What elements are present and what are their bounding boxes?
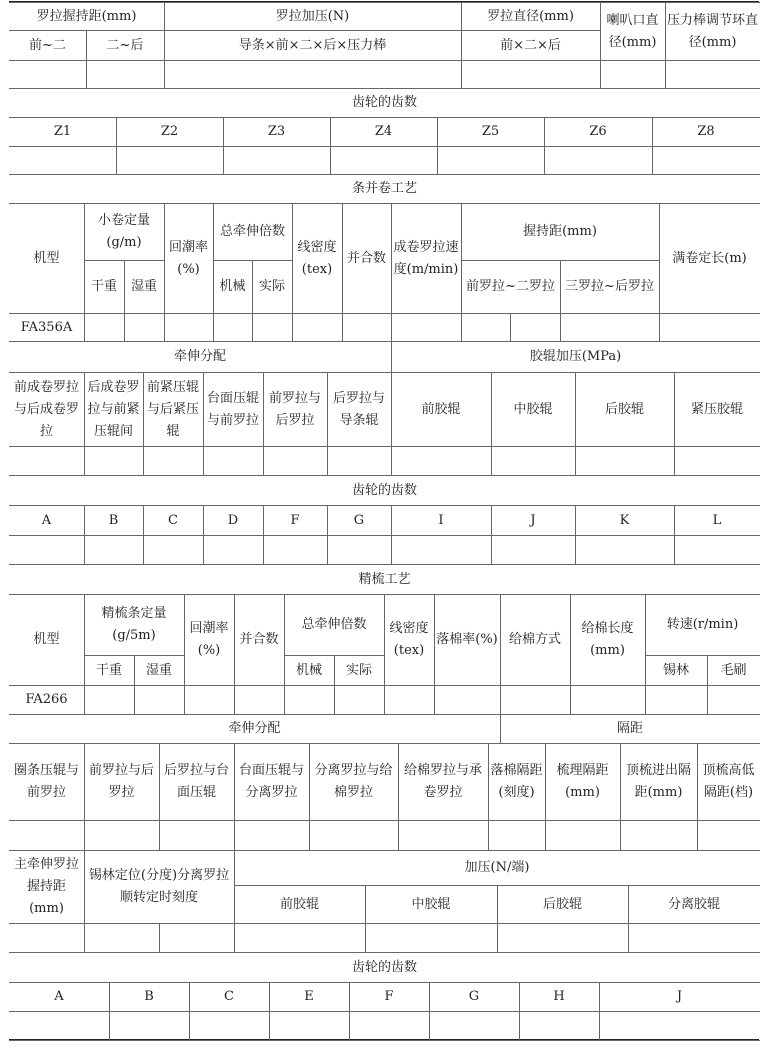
data-cell[interactable] xyxy=(600,60,666,89)
cell-text: 回潮率(%) xyxy=(168,239,208,277)
data-cell[interactable] xyxy=(234,820,310,851)
header-cell xyxy=(164,203,214,314)
section-title xyxy=(9,952,760,983)
header-cell xyxy=(213,203,293,261)
cell-text: 前罗拉与后罗拉 xyxy=(268,390,321,428)
cell-text: 梳理隔距(mm) xyxy=(556,763,609,800)
data-cell[interactable] xyxy=(9,820,85,851)
cell-text: 握持距(mm) xyxy=(523,224,597,239)
cell-text: FA266 xyxy=(25,692,68,707)
cell-text: 条并卷工艺 xyxy=(351,181,417,196)
header-cell xyxy=(263,372,328,447)
data-cell[interactable] xyxy=(234,685,285,715)
gear-label xyxy=(491,505,576,536)
gear-label xyxy=(9,117,117,147)
gear-label xyxy=(349,982,430,1012)
header-cell xyxy=(497,885,629,924)
data-cell[interactable] xyxy=(645,685,708,715)
data-cell[interactable] xyxy=(309,820,399,851)
gear-label xyxy=(544,117,653,147)
cell-text: 总牵伸倍数 xyxy=(219,224,285,239)
data-cell[interactable] xyxy=(391,535,492,565)
data-cell[interactable] xyxy=(500,685,571,715)
data-cell[interactable] xyxy=(109,1011,190,1041)
gear-label xyxy=(391,505,492,536)
section-title xyxy=(9,88,760,118)
header-cell xyxy=(707,655,760,686)
data-cell[interactable] xyxy=(159,820,235,851)
header-cell xyxy=(461,260,561,314)
data-cell[interactable] xyxy=(292,313,343,342)
cell-text: J xyxy=(676,989,683,1004)
cell-text: 给棉方式 xyxy=(508,632,561,647)
header-cell xyxy=(600,2,666,61)
data-cell[interactable] xyxy=(327,535,392,565)
cell-text: 实际 xyxy=(345,662,372,678)
group-title xyxy=(9,341,392,373)
data-cell[interactable] xyxy=(164,313,214,342)
header-cell xyxy=(143,372,204,447)
header-cell xyxy=(292,203,343,314)
header-cell xyxy=(434,594,501,686)
header-cell xyxy=(384,594,435,686)
gear-label xyxy=(429,982,520,1012)
data-cell[interactable] xyxy=(570,685,646,715)
gear-label xyxy=(84,505,144,536)
header-cell xyxy=(391,372,492,447)
header-cell xyxy=(391,203,462,314)
cell-text: 台面压辊与分离罗拉 xyxy=(238,763,304,800)
cell-text: Z6 xyxy=(589,124,607,139)
header-cell xyxy=(213,260,253,314)
data-cell[interactable] xyxy=(9,1011,110,1041)
data-cell[interactable] xyxy=(349,1011,430,1041)
cell-text: 毛刷 xyxy=(720,662,747,678)
data-cell[interactable] xyxy=(665,60,760,89)
section-title xyxy=(9,174,760,204)
cell-text: H xyxy=(553,989,565,1004)
header-cell xyxy=(398,743,489,821)
header-cell xyxy=(84,655,135,686)
group-title xyxy=(9,714,501,744)
cell-text: 回潮率(%) xyxy=(189,621,229,658)
cell-text: 机械 xyxy=(295,662,322,678)
cell-text: 后罗拉与导条辊 xyxy=(332,390,385,428)
header-cell xyxy=(284,655,335,686)
cell-text: 小卷定量(g/m) xyxy=(97,213,150,250)
header-cell xyxy=(334,655,385,686)
gear-label xyxy=(269,982,350,1012)
group-title xyxy=(500,714,760,744)
cell-text: 胶辊加压(MPa) xyxy=(529,349,622,364)
gear-label xyxy=(437,117,545,147)
cell-text: 并合数 xyxy=(346,250,386,266)
cell-text: FA356A xyxy=(20,319,73,335)
header-cell xyxy=(491,372,576,447)
cell-text: K xyxy=(619,512,630,528)
data-cell[interactable] xyxy=(9,446,85,476)
data-cell[interactable] xyxy=(365,923,498,953)
data-cell[interactable] xyxy=(84,535,144,565)
data-cell[interactable] xyxy=(488,820,546,851)
data-cell[interactable] xyxy=(84,446,144,476)
cell-text: 线密度(tex) xyxy=(297,239,337,277)
header-cell xyxy=(9,30,87,61)
cell-text: Z3 xyxy=(267,124,286,139)
data-cell[interactable] xyxy=(342,313,392,342)
header-cell xyxy=(488,743,546,821)
data-cell[interactable] xyxy=(203,446,264,476)
cell-text: 湿重 xyxy=(145,662,172,678)
model-cell xyxy=(9,313,85,342)
data-cell[interactable] xyxy=(652,146,760,175)
cell-text: 三罗拉~后罗拉 xyxy=(565,279,654,294)
header-cell xyxy=(342,203,392,314)
data-cell[interactable] xyxy=(189,1011,270,1041)
group-title xyxy=(391,341,760,373)
data-cell[interactable] xyxy=(560,313,660,342)
header-cell xyxy=(645,594,760,656)
data-cell[interactable] xyxy=(461,60,601,89)
header-cell xyxy=(159,743,235,821)
header-cell xyxy=(9,203,85,314)
cell-text: I xyxy=(438,512,444,528)
data-cell[interactable] xyxy=(437,146,545,175)
section-title xyxy=(9,564,760,595)
data-cell[interactable] xyxy=(398,820,489,851)
gear-label xyxy=(519,982,600,1012)
data-cell[interactable] xyxy=(575,446,675,476)
cell-text: 后罗拉与台面压辊 xyxy=(163,763,229,800)
data-cell[interactable] xyxy=(330,146,438,175)
cell-text: 总牵伸倍数 xyxy=(301,617,367,632)
cell-text: J xyxy=(530,512,536,528)
data-cell[interactable] xyxy=(124,313,165,342)
cell-text: 后胶辊 xyxy=(604,401,644,417)
header-cell xyxy=(84,594,185,656)
cell-text: 前×二×后 xyxy=(500,37,561,53)
header-cell xyxy=(365,885,498,924)
cell-text: 主牵伸罗拉握持距(mm) xyxy=(13,857,79,916)
data-cell[interactable] xyxy=(223,146,331,175)
cell-text: 中胶辊 xyxy=(513,401,553,417)
cell-text: 落棉隔距(刻度) xyxy=(490,763,543,800)
header-cell xyxy=(84,743,160,821)
header-cell xyxy=(461,203,660,261)
cell-text: 压力棒调节环直径(mm) xyxy=(667,12,759,50)
cell-text: 实际 xyxy=(258,279,285,294)
header-cell xyxy=(461,30,601,61)
cell-text: 精梳工艺 xyxy=(358,571,411,587)
data-cell[interactable] xyxy=(134,685,185,715)
data-cell[interactable] xyxy=(697,820,760,851)
cell-text: D xyxy=(227,512,239,528)
cell-text: B xyxy=(108,512,119,528)
data-cell[interactable] xyxy=(252,313,293,342)
header-cell xyxy=(645,655,708,686)
data-cell[interactable] xyxy=(491,446,576,476)
header-cell xyxy=(560,260,660,314)
data-cell[interactable] xyxy=(519,1011,600,1041)
gear-label xyxy=(652,117,760,147)
data-cell[interactable] xyxy=(674,446,760,476)
data-cell[interactable] xyxy=(384,685,435,715)
cell-text: 后成卷罗拉与前紧压辊间 xyxy=(87,379,140,439)
cell-text: 顶梳高低隔距(档) xyxy=(702,763,755,800)
cell-text: 前胶辊 xyxy=(279,896,319,912)
data-cell[interactable] xyxy=(84,685,135,715)
cell-text: 前罗拉与后罗拉 xyxy=(88,763,154,800)
header-cell xyxy=(620,743,698,821)
data-cell[interactable] xyxy=(575,535,675,565)
data-cell[interactable] xyxy=(213,313,253,342)
cell-text: F xyxy=(290,512,300,528)
cell-text: 圈条压辊与前罗拉 xyxy=(13,763,79,800)
data-cell[interactable] xyxy=(391,313,462,342)
header-cell xyxy=(84,372,144,447)
data-cell[interactable] xyxy=(497,923,629,953)
cell-text: 二~后 xyxy=(106,37,144,53)
cell-text: 加压(N/端) xyxy=(464,860,530,875)
section-title xyxy=(9,475,760,506)
cell-text: Z8 xyxy=(697,124,715,139)
cell-text: 后胶辊 xyxy=(542,896,582,912)
cell-text: 罗拉直径(mm) xyxy=(487,8,574,24)
cell-text: 罗拉握持距(mm) xyxy=(36,8,137,24)
cell-text: 顶梳进出隔距(mm) xyxy=(625,763,691,800)
data-cell[interactable] xyxy=(269,1011,350,1041)
gear-label xyxy=(203,505,264,536)
data-cell[interactable] xyxy=(234,923,366,953)
gear-label xyxy=(109,982,190,1012)
data-cell[interactable] xyxy=(628,923,760,953)
header-cell xyxy=(674,372,760,447)
gear-label xyxy=(9,982,110,1012)
header-cell xyxy=(9,594,85,686)
header-cell xyxy=(134,655,185,686)
cell-text: 满卷定长(m) xyxy=(672,250,747,266)
cell-text: G xyxy=(353,512,365,528)
cell-text: A xyxy=(54,989,64,1004)
gear-label xyxy=(330,117,438,147)
header-cell xyxy=(9,372,85,447)
cell-text: 锡林 xyxy=(662,662,689,678)
cell-text: 落棉率(%) xyxy=(436,632,498,647)
data-cell[interactable] xyxy=(184,685,235,715)
data-cell[interactable] xyxy=(599,1011,760,1041)
cell-text: Z5 xyxy=(481,124,500,139)
cell-text: 给棉罗拉与承卷罗拉 xyxy=(403,763,482,800)
gear-label xyxy=(575,505,675,536)
data-cell[interactable] xyxy=(263,446,328,476)
model-cell xyxy=(9,685,85,715)
header-cell xyxy=(164,30,462,61)
header-cell xyxy=(659,203,760,314)
cell-text: 湿重 xyxy=(130,279,157,294)
cell-text: 前~二 xyxy=(29,37,66,53)
cell-text: L xyxy=(712,512,722,528)
cell-text: 隔距 xyxy=(616,721,643,736)
cell-text: 机械 xyxy=(219,279,246,294)
data-cell[interactable] xyxy=(9,60,87,89)
header-cell xyxy=(184,594,235,686)
data-cell[interactable] xyxy=(84,923,160,953)
cell-text: 前成卷罗拉与后成卷罗拉 xyxy=(13,379,79,439)
header-cell xyxy=(500,594,571,686)
data-cell[interactable] xyxy=(659,313,760,342)
gear-label xyxy=(263,505,328,536)
header-cell xyxy=(575,372,675,447)
header-cell xyxy=(628,885,760,924)
gear-label xyxy=(116,117,224,147)
cell-text: 干重 xyxy=(90,279,117,294)
cell-text: 罗拉加压(N) xyxy=(275,8,350,24)
data-cell[interactable] xyxy=(491,535,576,565)
cell-text: 牵伸分配 xyxy=(228,721,281,736)
data-cell[interactable] xyxy=(707,685,760,715)
cell-text: 并合数 xyxy=(239,632,279,647)
cell-text: C xyxy=(168,512,178,528)
cell-text: B xyxy=(144,989,154,1004)
data-cell[interactable] xyxy=(544,146,653,175)
gear-label xyxy=(9,505,85,536)
header-cell xyxy=(203,372,264,447)
gear-label xyxy=(223,117,331,147)
data-cell[interactable] xyxy=(159,923,235,953)
data-cell[interactable] xyxy=(545,820,621,851)
cell-text: 齿轮的齿数 xyxy=(351,959,417,975)
gear-label xyxy=(143,505,204,536)
header-cell xyxy=(234,885,366,924)
cell-text: Z1 xyxy=(53,124,72,139)
data-cell[interactable] xyxy=(9,535,85,565)
header-cell xyxy=(234,743,310,821)
data-cell[interactable] xyxy=(9,146,117,175)
header-cell xyxy=(234,850,760,886)
data-cell[interactable] xyxy=(84,313,125,342)
data-cell[interactable] xyxy=(263,535,328,565)
header-cell xyxy=(164,2,462,31)
cell-text: 前胶辊 xyxy=(421,401,461,417)
cell-text: E xyxy=(304,989,314,1004)
cell-text: Z2 xyxy=(160,124,179,139)
data-cell[interactable] xyxy=(84,820,160,851)
header-cell xyxy=(284,594,385,656)
header-cell xyxy=(327,372,392,447)
data-cell[interactable] xyxy=(510,313,561,342)
cell-text: 台面压辊与前罗拉 xyxy=(206,390,259,428)
header-cell xyxy=(124,260,165,314)
cell-text: 机型 xyxy=(33,250,60,266)
cell-text: 紧压胶辊 xyxy=(690,401,743,417)
data-cell[interactable] xyxy=(143,535,204,565)
header-cell xyxy=(234,594,285,686)
cell-text: 齿轮的齿数 xyxy=(351,95,417,110)
cell-text: 干重 xyxy=(95,662,122,678)
data-cell[interactable] xyxy=(434,685,501,715)
gear-label xyxy=(674,505,760,536)
cell-text: C xyxy=(224,989,234,1004)
cell-text: 牵伸分配 xyxy=(173,349,226,364)
cell-text: 前紧压辊与后紧压辊 xyxy=(146,379,199,439)
cell-text: 喇叭口直径(mm) xyxy=(606,12,659,50)
header-cell xyxy=(461,2,601,31)
cell-text: 机型 xyxy=(33,632,60,647)
cell-text: Z4 xyxy=(374,124,393,139)
header-cell xyxy=(252,260,293,314)
gear-label xyxy=(599,982,760,1012)
cell-text: 精梳条定量(g/5m) xyxy=(101,606,167,643)
header-cell xyxy=(697,743,760,821)
data-cell[interactable] xyxy=(164,60,462,89)
header-cell xyxy=(9,850,85,924)
cell-text: 中胶辊 xyxy=(411,896,451,912)
header-cell xyxy=(84,260,125,314)
cell-text: 导条×前×二×后×压力棒 xyxy=(238,37,387,53)
header-cell xyxy=(9,2,165,31)
data-cell[interactable] xyxy=(674,535,760,565)
cell-text: 齿轮的齿数 xyxy=(351,482,417,498)
data-cell[interactable] xyxy=(9,923,85,953)
data-cell[interactable] xyxy=(334,685,385,715)
cell-text: 分离胶辊 xyxy=(667,896,720,912)
gear-label xyxy=(327,505,392,536)
data-cell[interactable] xyxy=(284,685,335,715)
cell-text: 转速(r/min) xyxy=(666,617,739,632)
header-cell xyxy=(309,743,399,821)
header-cell xyxy=(84,850,235,924)
header-cell xyxy=(9,743,85,821)
cell-text: A xyxy=(41,512,52,528)
header-cell xyxy=(570,594,646,686)
cell-text: 分离罗拉与给棉罗拉 xyxy=(314,763,393,800)
header-cell xyxy=(84,203,165,261)
data-cell[interactable] xyxy=(461,313,511,342)
header-cell xyxy=(545,743,621,821)
data-cell[interactable] xyxy=(203,535,264,565)
gear-label xyxy=(189,982,270,1012)
cell-text: 成卷罗拉速度(m/min) xyxy=(393,239,459,277)
cell-text: 前罗拉~二罗拉 xyxy=(466,279,555,294)
cell-text: F xyxy=(384,989,394,1004)
data-cell[interactable] xyxy=(391,446,492,476)
cell-text: G xyxy=(468,989,480,1004)
header-cell xyxy=(86,30,165,61)
data-cell[interactable] xyxy=(327,446,392,476)
cell-text: 锡林定位(分度)分离罗拉顺转定时刻度 xyxy=(88,868,230,905)
cell-text: 线密度(tex) xyxy=(389,621,429,658)
cell-text: 给棉长度(mm) xyxy=(581,621,634,658)
data-cell[interactable] xyxy=(143,446,204,476)
data-cell[interactable] xyxy=(86,60,165,89)
data-cell[interactable] xyxy=(429,1011,520,1041)
data-cell[interactable] xyxy=(620,820,698,851)
data-cell[interactable] xyxy=(116,146,224,175)
header-cell xyxy=(665,2,760,61)
